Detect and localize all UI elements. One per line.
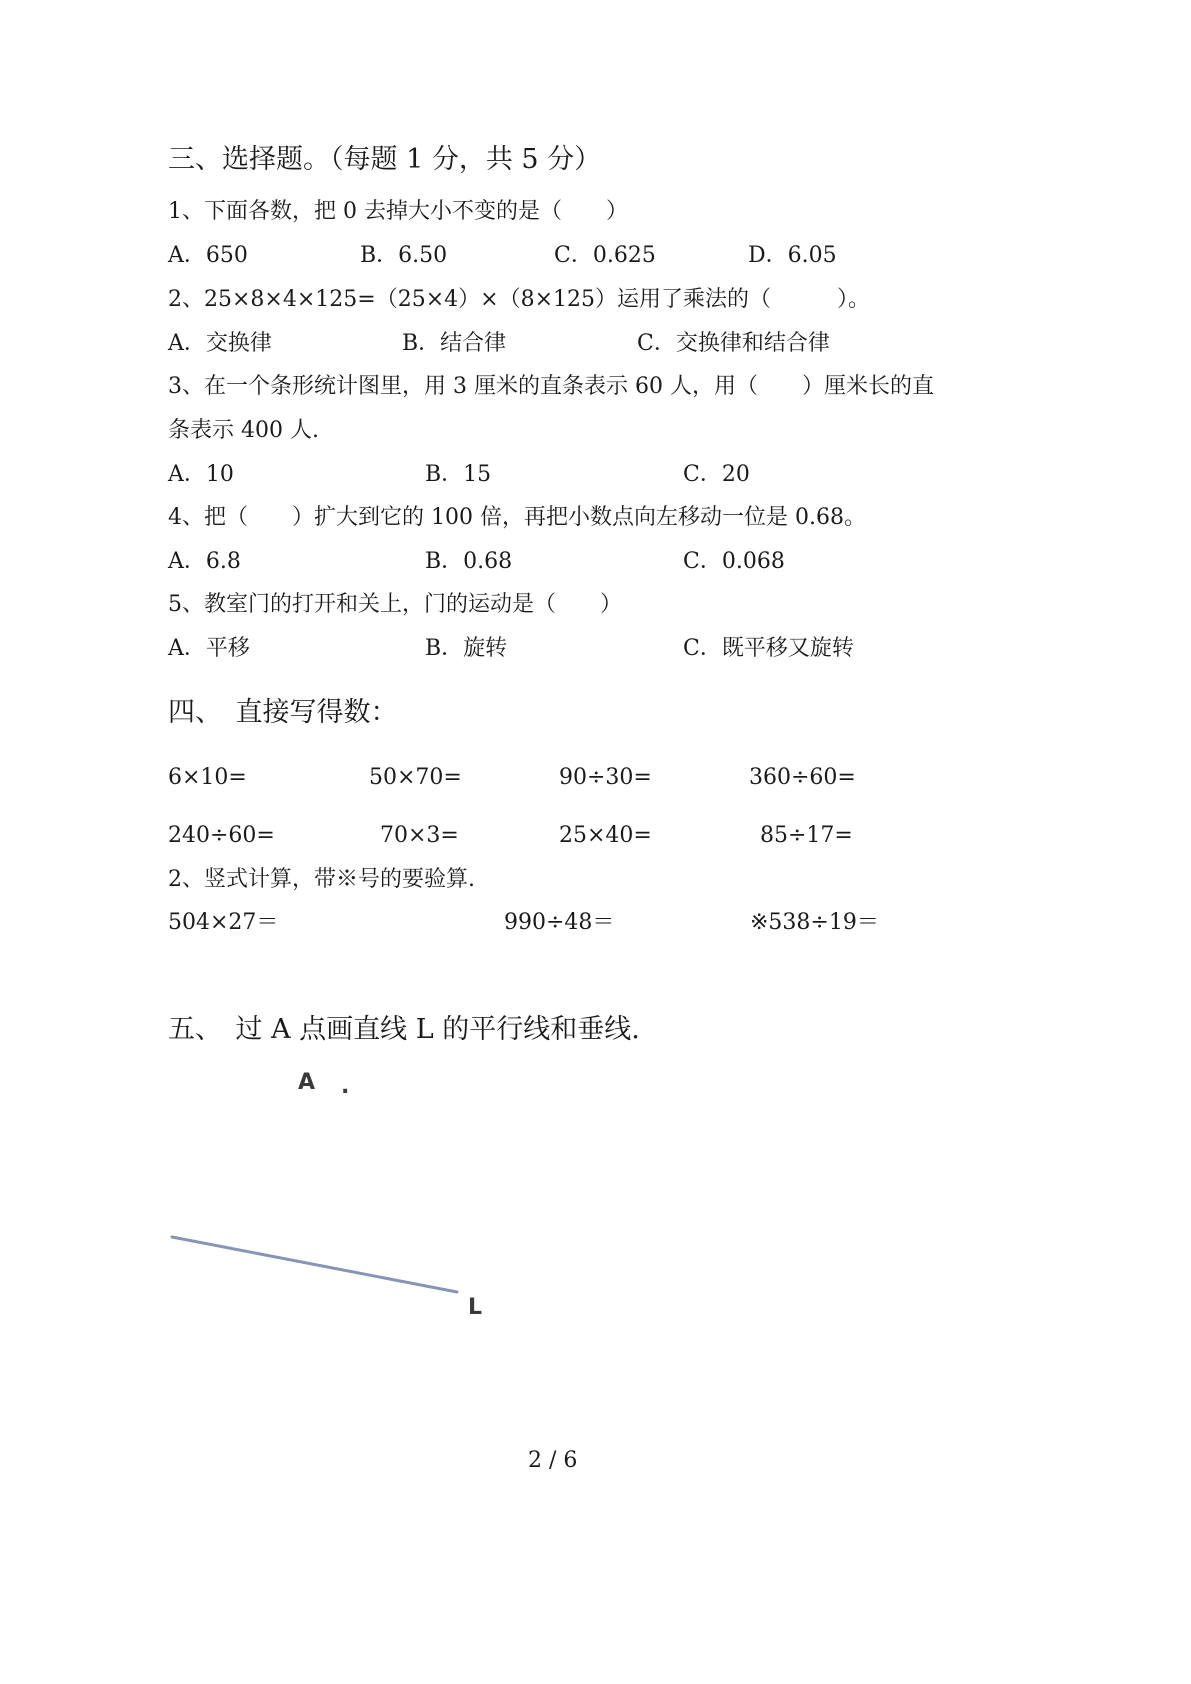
vertical-calc-item: 990÷48＝ — [504, 910, 615, 935]
mental-calc-item: 360÷60= — [749, 765, 856, 790]
q4-option-a: A．6.8 — [168, 549, 241, 574]
mental-calc-item: 6×10= — [168, 765, 247, 790]
point-a-dot: . — [341, 1074, 350, 1099]
q2-stem: 2、25×8×4×125=（25×4）×（8×125）运用了乘法的（ ）。 — [168, 287, 870, 312]
section3-title: 三、选择题。（每题 1 分，共 5 分） — [168, 144, 602, 175]
q3-stem-continued: 条表示 400 人. — [168, 418, 319, 443]
q2-option-c: C．交换律和结合律 — [637, 331, 830, 356]
q2-option-b: B．结合律 — [402, 331, 507, 356]
q1-option-b: B．6.50 — [360, 243, 448, 268]
q1-stem: 1、下面各数，把 0 去掉大小不变的是（ ） — [168, 199, 628, 224]
mental-calc-item: 90÷30= — [559, 765, 652, 790]
q5-option-a: A．平移 — [168, 636, 250, 661]
line-l — [172, 1237, 457, 1292]
q5-stem: 5、教室门的打开和关上，门的运动是（ ） — [168, 592, 622, 617]
point-a-label: A — [298, 1070, 316, 1095]
mental-calc-item: 85÷17= — [760, 823, 853, 848]
section5-title: 五、 过 A 点画直线 L 的平行线和垂线. — [168, 1014, 640, 1045]
q3-option-b: B．15 — [425, 462, 492, 487]
mental-calc-item: 50×70= — [369, 765, 462, 790]
vertical-calc-item: 504×27＝ — [168, 910, 279, 935]
q3-stem: 3、在一个条形统计图里，用 3 厘米的直条表示 60 人，用（ ）厘米长的直 — [168, 374, 934, 399]
section4-title: 四、 直接写得数： — [168, 697, 398, 728]
q1-option-d: D．6.05 — [748, 243, 837, 268]
mental-calc-item: 70×3= — [380, 823, 459, 848]
q5-option-c: C．既平移又旋转 — [683, 636, 854, 661]
q5-option-b: B．旋转 — [425, 636, 508, 661]
vertical-calc-item: ※538÷19＝ — [750, 910, 879, 935]
q2-option-a: A．交换律 — [168, 331, 272, 356]
q4-option-b: B．0.68 — [425, 549, 513, 574]
q4-option-c: C．0.068 — [683, 549, 785, 574]
q4-stem: 4、把（ ）扩大到它的 100 倍，再把小数点向左移动一位是 0.68。 — [168, 505, 866, 530]
q3-option-a: A．10 — [168, 462, 234, 487]
q3-option-c: C．20 — [683, 462, 750, 487]
q1-option-a: A．650 — [168, 243, 248, 268]
page-number: 2 / 6 — [528, 1448, 578, 1473]
line-l-label: L — [468, 1295, 483, 1320]
mental-calc-item: 240÷60= — [168, 823, 275, 848]
mental-calc-item: 25×40= — [559, 823, 652, 848]
vertical-calc-title: 2、竖式计算，带※号的要验算. — [168, 867, 475, 892]
q1-option-c: C．0.625 — [554, 243, 656, 268]
